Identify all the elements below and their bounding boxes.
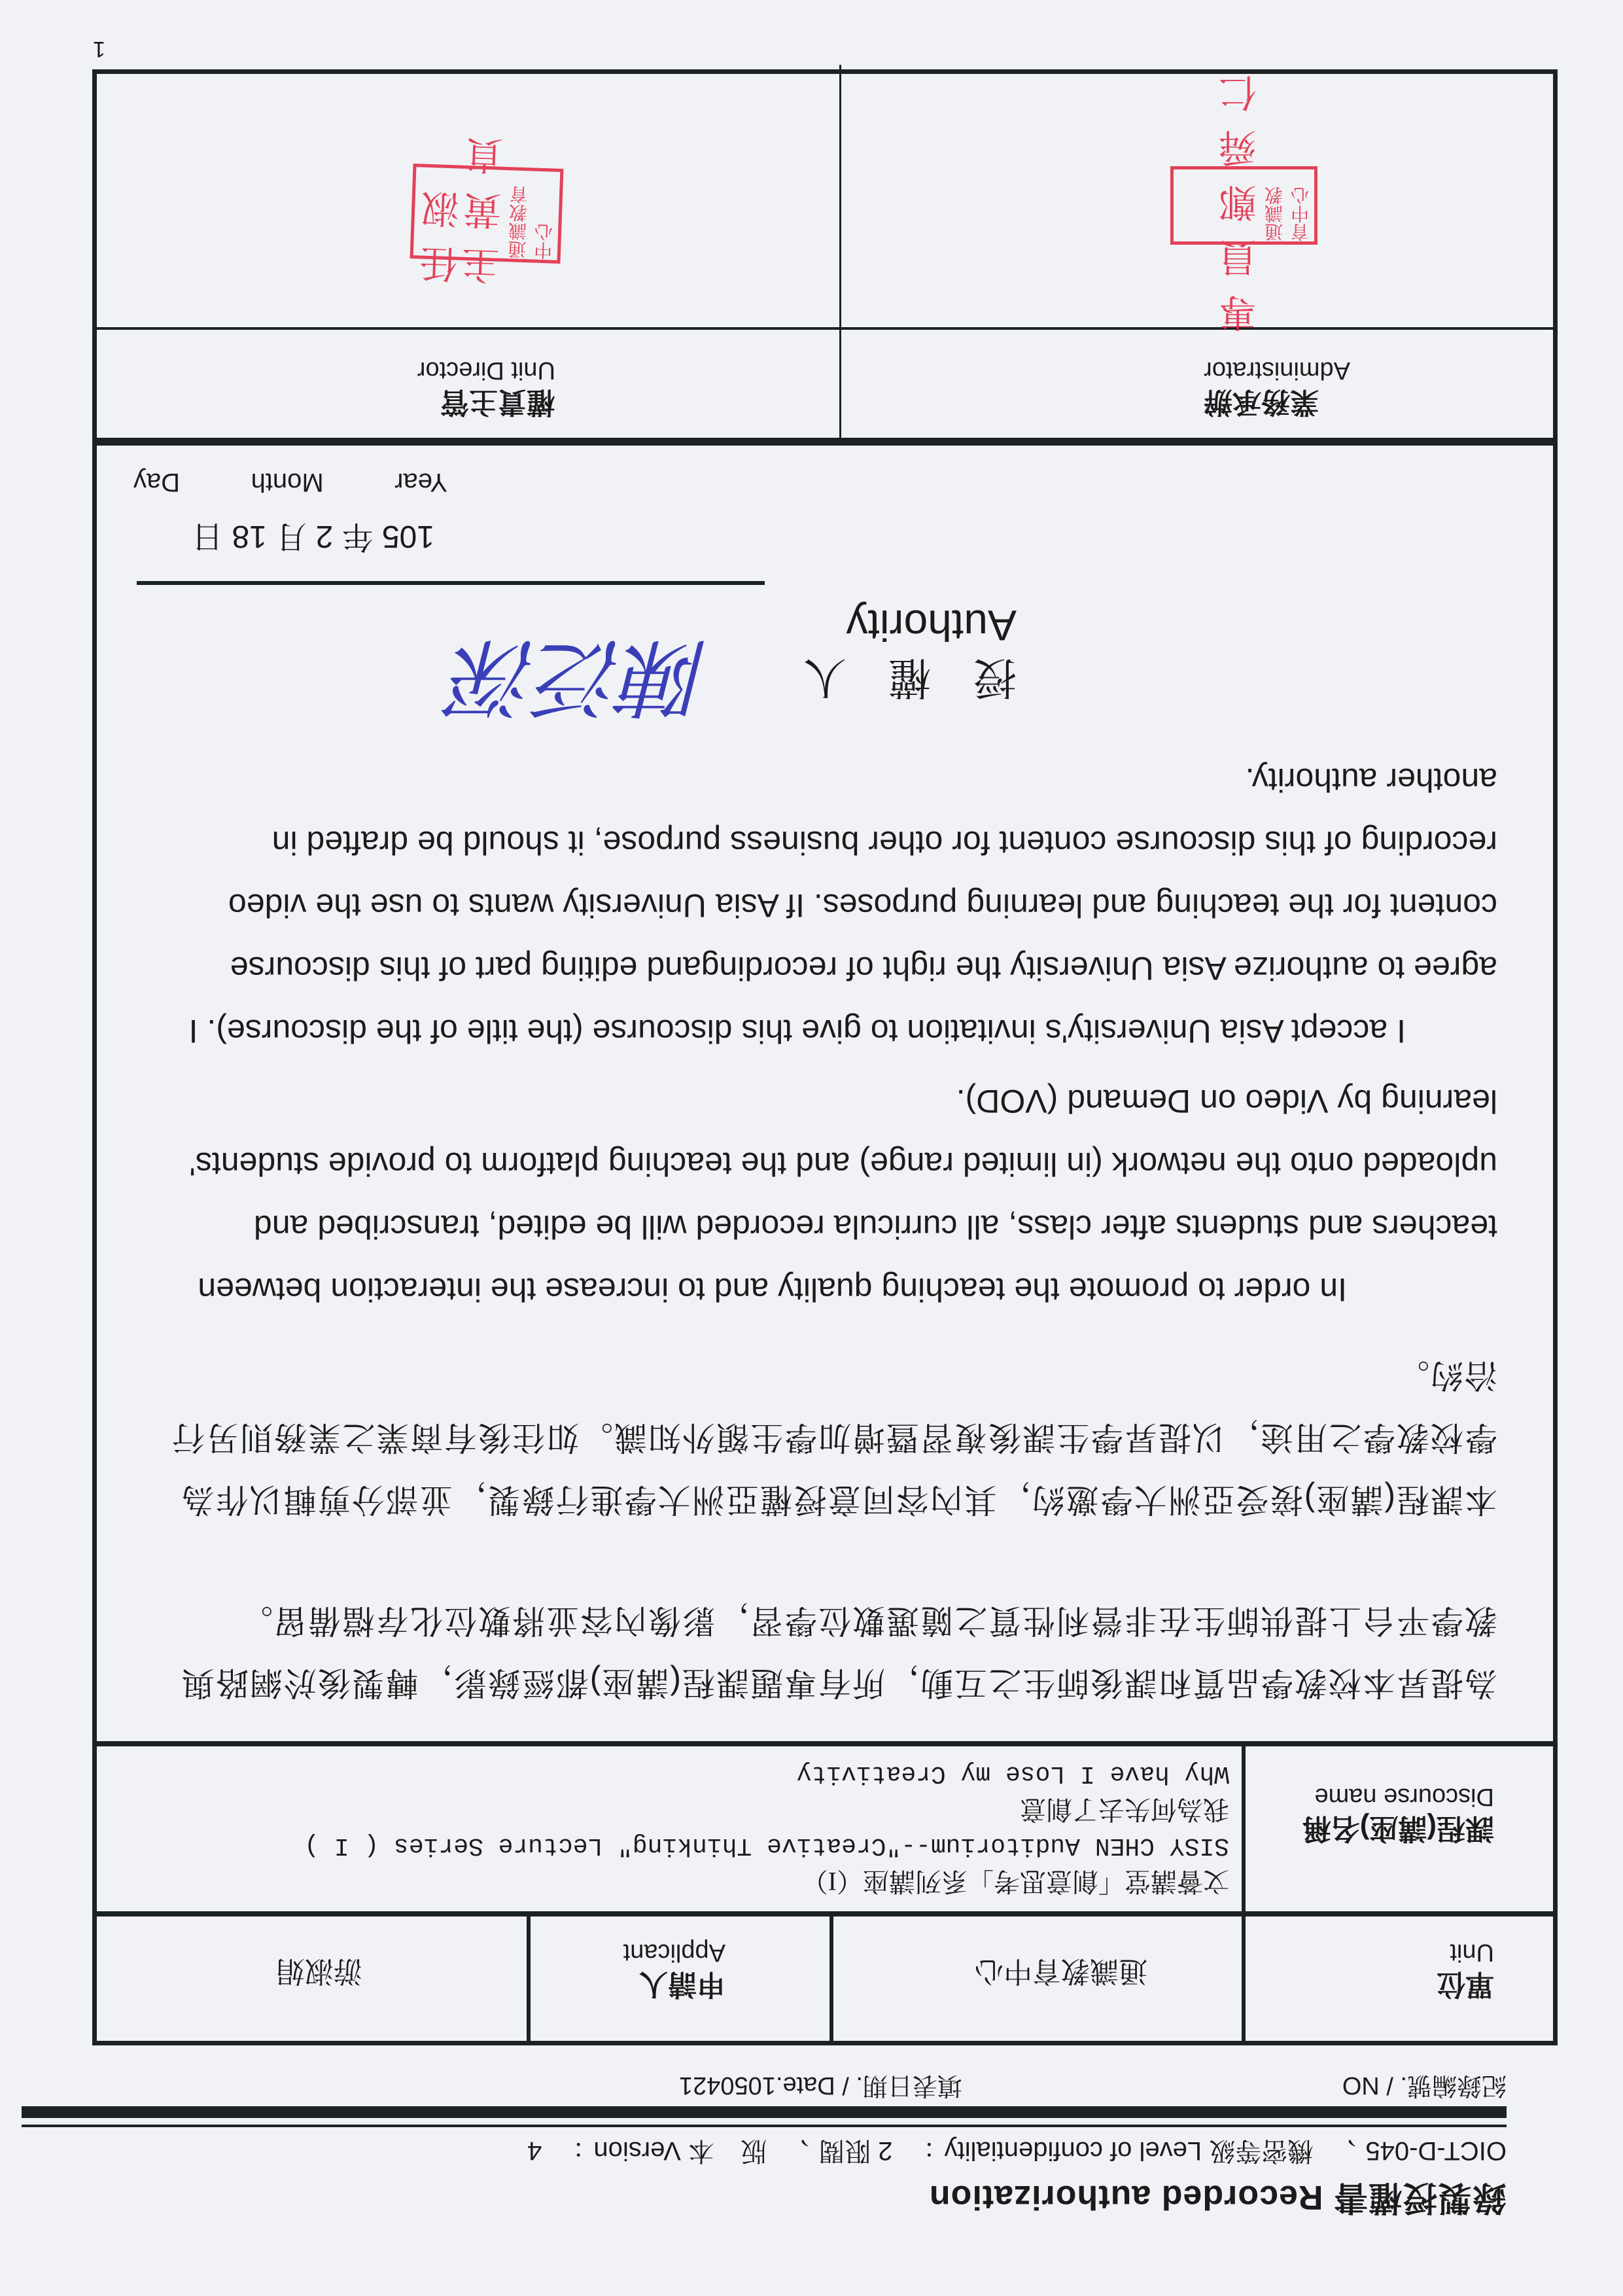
unit-applicant-row: [97, 1916, 1553, 2041]
unit-director-label-en: Unit Director: [417, 357, 555, 384]
stamp-org: 通識教育中心: [507, 185, 555, 260]
divider: [839, 65, 841, 438]
unit-label-zh: 單位: [1437, 1968, 1494, 2000]
date-year: 105: [381, 519, 434, 554]
stamp-org: 通識教育中心: [1265, 186, 1311, 241]
discourse-title-en: SISY CHEN Auditorium--"Creative Thinking" Lecture Series ( I ): [304, 1831, 1229, 1860]
applicant-label-zh: 申請人: [639, 1968, 725, 2000]
discourse-subtitle-zh: 我為何失去了創意: [1020, 1795, 1229, 1824]
discourse-title-zh: 文薈講堂「創意思考」系列講座（I）: [801, 1867, 1229, 1896]
unit-label: [1437, 1938, 1494, 2008]
month-char: 月: [275, 519, 307, 554]
stamp-name: 主任 黃淑貞: [415, 133, 504, 287]
unit-label-en: Unit: [1450, 1939, 1494, 1966]
discourse-name-value: [304, 1756, 1229, 1899]
body-paragraph-en-1: In order to promote the teaching quality and to increase the interaction between teachers and students after class, all curricula recorded will be edited, transcribed and uploaded onto the network (in limited range) and the teaching platform to provide students' learning by Video on Demand (VOD).: [189, 1083, 1497, 1308]
form-code: OICT-D-045: [1365, 2136, 1507, 2165]
row-divider: [97, 327, 1553, 330]
date-day: 18: [232, 519, 267, 554]
day-label: Day: [133, 468, 181, 497]
signature-line: [137, 581, 765, 585]
form-meta-line: OICT-D-045、 機密等級 Level of confidentiality： 2 限閱、 版 本 Version： 4: [527, 2136, 1507, 2165]
approval-header-row: [97, 330, 1553, 438]
fill-date-value: 1050421: [679, 2072, 776, 2099]
header-rule: [22, 2106, 1507, 2127]
page-number: 1: [93, 37, 105, 62]
unit-director-label: [417, 356, 555, 426]
row-divider: [97, 1741, 1553, 1746]
day-char: 日: [192, 519, 224, 554]
applicant-value: 游淑娟: [276, 1955, 362, 1987]
authority-label-en: Authority: [846, 601, 1017, 650]
version-label: 版 本 Version: [593, 2136, 767, 2165]
signature-date: [192, 517, 434, 562]
date-month: 2: [315, 519, 334, 554]
administrator-label-zh: 業務承辦: [1204, 386, 1319, 418]
authority-label-zh: 授權人: [761, 654, 1017, 702]
divider: [1242, 1746, 1246, 1911]
record-number-label: 紀錄編號. / NO: [1342, 2072, 1507, 2099]
row-divider: [97, 438, 1553, 446]
discourse-label-en: Discourse name: [1314, 1783, 1494, 1810]
year-char: 年: [341, 519, 374, 554]
discourse-row: [97, 1746, 1553, 1911]
body-paragraph-en-2: I accept Asia University's invitation to give this discourse (the title of the discourse). I agree to authorize Asia University the right of recordingand editing part of this discourse content for the teaching and learning purposes. If Asia University wants to use the video recording of this discourse content for other business purpose, it should be drafted in another authority.: [188, 762, 1497, 1050]
divider: [829, 1916, 833, 2041]
divider: [527, 1916, 531, 2041]
authorization-form-table: [92, 69, 1558, 2045]
body-paragraph-zh-1: 為提昇本校教學品質和課後師生之互動，所有專題課程(講座)都經錄影，轉製後於網路與教學平台上提供師生在非營利性質之隨選數位學習，影像內容並將數位化存檔備留。: [180, 1602, 1497, 1701]
authority-label: [761, 601, 1017, 713]
discourse-subtitle-en: Why have I Lose my Creativity: [796, 1759, 1229, 1788]
date-labels: [133, 467, 447, 497]
authority-signature: 陳泛深: [453, 627, 709, 727]
administrator-stamp: [1170, 71, 1318, 333]
confidentiality-value: 2 限閱: [818, 2136, 893, 2165]
fill-date: [679, 2070, 962, 2106]
unit-director-label-zh: 權責主管: [440, 386, 555, 418]
divider: [1242, 1916, 1246, 2041]
discourse-label: [1302, 1782, 1494, 1852]
body-paragraph-zh-2: 本課程(講座)接受亞洲大學邀約，其內容同意授權亞洲大學進行錄製，並部分剪輯以作為學校教學之用途，以提昇學生課後複習暨增加學生額外知識。如往後有商業之業務則另行洽約。: [171, 1357, 1497, 1518]
applicant-label: [623, 1938, 725, 2008]
row-divider: [97, 1911, 1553, 1916]
year-label: Year: [394, 468, 447, 497]
fill-date-label: 填表日期. / Date.: [775, 2072, 962, 2099]
confidentiality-label: 機密等級 Level of confidentiality: [944, 2136, 1314, 2165]
director-stamp: [410, 133, 564, 287]
month-label: Month: [251, 468, 324, 497]
discourse-label-zh: 課程(講座)名稱: [1302, 1812, 1494, 1845]
document-title: 錄製授權書 Recorded authorization: [928, 2178, 1507, 2216]
stamp-name: 專員 鄭舜仁: [1214, 71, 1257, 333]
administrator-label: [1204, 356, 1350, 426]
unit-value: 通識教育中心: [975, 1955, 1147, 1987]
version-value: 4: [527, 2136, 542, 2165]
applicant-label-en: Applicant: [623, 1939, 725, 1966]
administrator-label-en: Administrator: [1204, 357, 1350, 384]
